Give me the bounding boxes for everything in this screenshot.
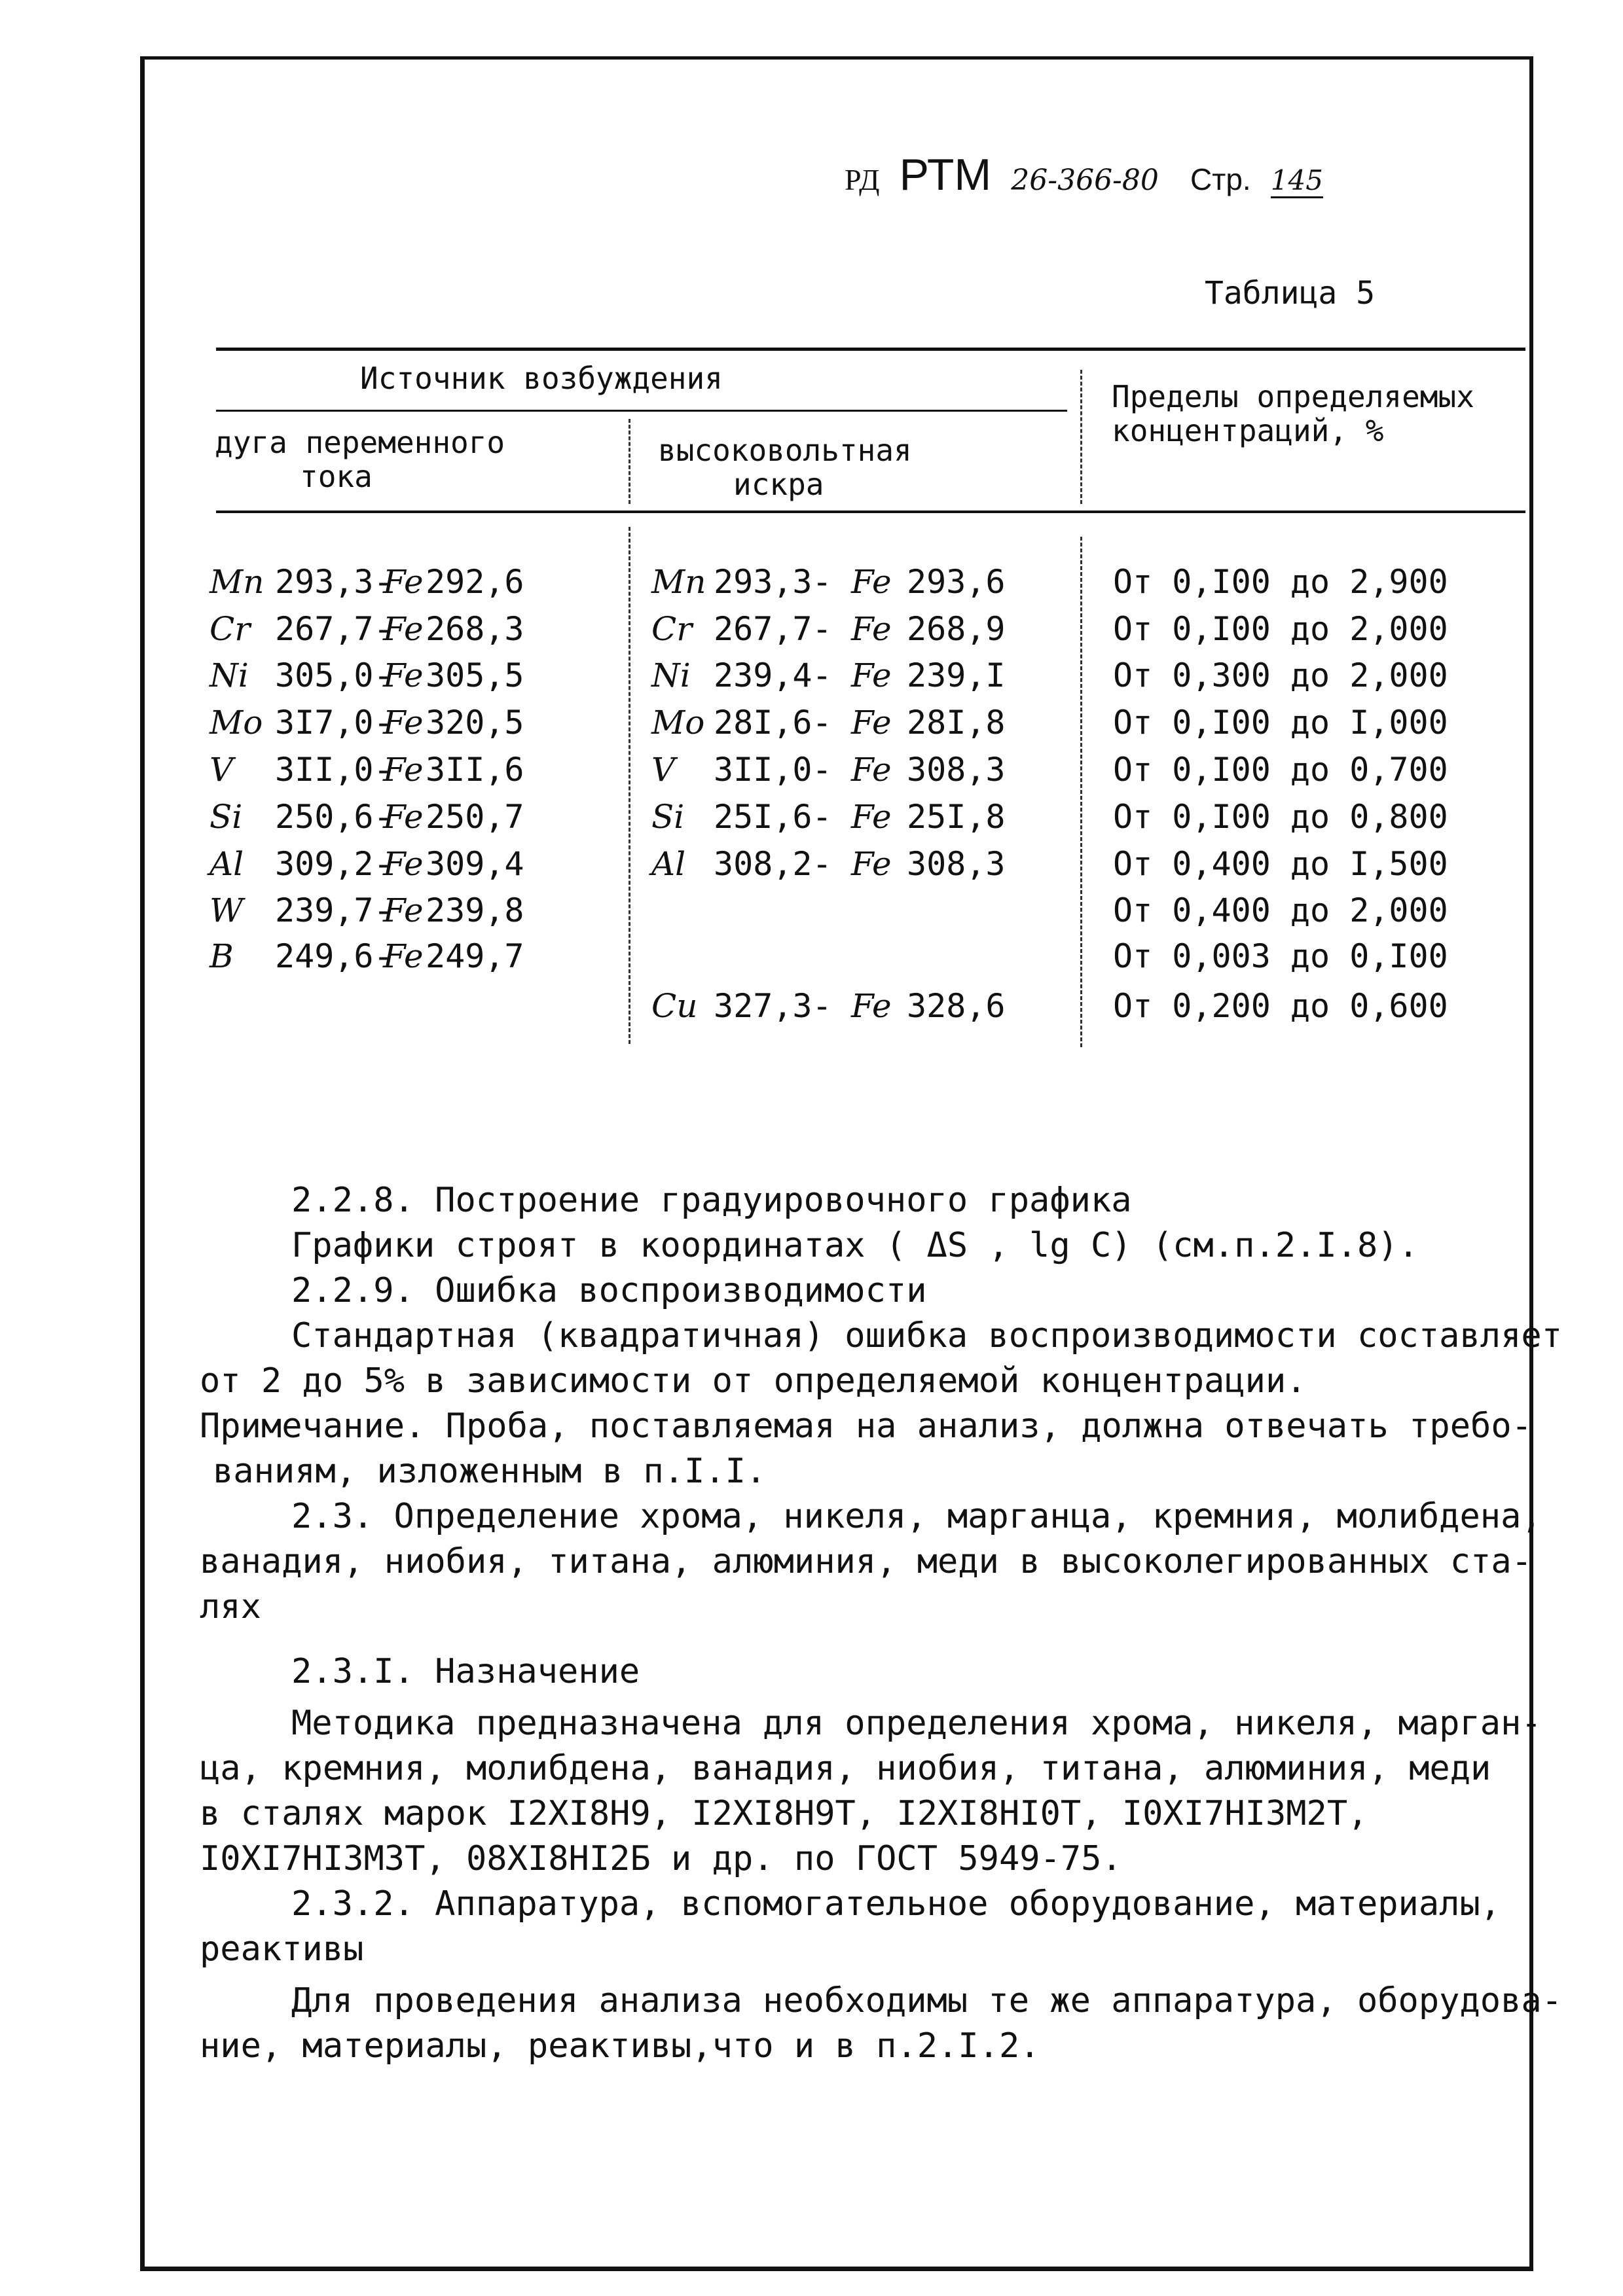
table-cell-ac-el: V [210,751,234,789]
table-cell-ac-line: 249,6- [275,937,393,975]
col-divider-1-body [629,527,630,1044]
table-cell-sp-line: 28I,6- [714,704,832,742]
table-cell-ac-ref: 239,8 [426,891,524,929]
table-cell-sp-line: 267,7- [714,610,832,648]
text-line: Методика предназначена для определения хрома, никеля, марган- [291,1704,1542,1743]
table-cell-ac-ref: 268,3 [426,610,524,648]
table-cell-range: От 0,400 до 2,000 [1113,891,1448,929]
table-cell-sp-fe: Fe [851,845,892,883]
table-cell-ac-ref: 292,6 [426,563,524,601]
col-header-spark: высоковольтная искра [658,433,912,502]
text-line: 2.2.9. Ошибка воспроизводимости [291,1271,927,1310]
table-cell-sp-line: 25I,6- [714,798,832,836]
text-line: лях [200,1587,261,1626]
col-divider-2 [1080,370,1082,504]
table-cell-ac-fe: Fe [383,656,424,694]
table-cell-ac-el: W [210,891,244,929]
table-cell-ac-ref: 309,4 [426,845,524,883]
table-caption: Таблица 5 [1205,275,1376,312]
table-cell-range: От 0,I00 до 0,800 [1113,798,1448,836]
table-cell-sp-el: Mn [651,563,706,601]
table-cell-ac-el: Ni [210,656,249,694]
section-text [200,1178,1563,2069]
table-cell-sp-ref: 239,I [907,656,1006,694]
table-cell-sp-el: Mo [651,704,705,742]
header-doc: РТМ [899,150,992,200]
header-prefix: РД [845,163,880,196]
table-cell-range: От 0,400 до I,500 [1113,845,1448,883]
text-line: I0XI7HI3M3T, 08XI8HI2Б и др. по ГОСТ 5949-75. [200,1839,1122,1878]
table-cell-sp-ref: 268,9 [907,610,1006,648]
table-cell-ac-line: 3II,0- [275,751,393,789]
table-cell-ac-el: Mo [210,704,263,742]
table-cell-ac-line: 305,0- [275,656,393,694]
table-cell-ac-line: 250,6- [275,798,393,836]
table-cell-ac-fe: Fe [383,563,424,601]
table-cell-range: От 0,200 до 0,600 [1113,987,1448,1025]
table-cell-range: От 0,I00 до 2,000 [1113,610,1448,648]
table-cell-ac-fe: Fe [383,845,424,883]
text-line: Для проведения анализа необходимы те же аппаратура, оборудова- [291,1981,1563,2020]
header-bottom-rule [216,511,1525,513]
table-cell-range: От 0,300 до 2,000 [1113,656,1448,694]
table-cell-sp-el: Al [651,845,686,883]
table-cell-range: От 0,I00 до 0,700 [1113,751,1448,789]
text-line: 2.3.2. Аппаратура, вспомогательное оборудование, материалы, [291,1884,1501,1924]
table-cell-sp-ref: 308,3 [907,751,1006,789]
table-cell-sp-fe: Fe [851,656,892,694]
text-line: 2.3.I. Назначение [291,1652,640,1691]
header-number: 26-366-80 [1011,164,1159,197]
col-header-range: Пределы определяемых концентраций, % [1112,379,1474,448]
text-line: Графики строят в координатах ( ΔS , lg C) (см.п.2.I.8). [291,1226,1419,1265]
text-line: ние, материалы, реактивы,что и в п.2.I.2. [200,2026,1040,2066]
text-line: в сталях марок I2XI8H9, I2XI8H9T, I2XI8HI0T, I0XI7HI3M2T, [200,1794,1368,1833]
text-line: от 2 до 5% в зависимости от определяемой концентрации. [200,1361,1307,1401]
table-cell-sp-line: 239,4- [714,656,832,694]
table-cell-ac-el: Si [210,798,243,836]
table-cell-sp-fe: Fe [851,610,892,648]
table-cell-sp-line: 327,3- [714,987,832,1025]
table-cell-ac-ref: 250,7 [426,798,524,836]
table-top-rule [216,348,1525,351]
table-cell-ac-el: Cr [210,610,251,648]
table-cell-sp-line: 3II,0- [714,751,832,789]
text-line: 2.3. Определение хрома, никеля, марганца, кремния, молибдена, [291,1497,1542,1536]
table-cell-ac-line: 267,7- [275,610,393,648]
col-divider-2-body [1080,537,1082,1047]
table-cell-ac-ref: 249,7 [426,937,524,975]
table-cell-sp-el: Si [651,798,685,836]
table-cell-ac-fe: Fe [383,610,424,648]
table-cell-ac-ref: 3II,6 [426,751,524,789]
text-line: ванадия, ниобия, титана, алюминия, меди в высоколегированных ста- [200,1542,1532,1581]
table-cell-sp-fe: Fe [851,751,892,789]
table-cell-sp-ref: 293,6 [907,563,1006,601]
table-cell-sp-el: Cu [651,987,698,1025]
table-cell-ac-line: 309,2- [275,845,393,883]
table-cell-ac-line: 3I7,0- [275,704,393,742]
header-page-label: Стр. [1190,162,1251,196]
table-cell-ac-line: 239,7- [275,891,393,929]
col-header-ac: дуга переменного тока [215,425,505,494]
table-cell-ac-ref: 320,5 [426,704,524,742]
table-cell-ac-line: 293,3- [275,563,393,601]
table-cell-range: От 0,003 до 0,I00 [1113,937,1448,975]
text-line: Стандартная (квадратичная) ошибка воспроизводимости составляет [291,1316,1563,1355]
table-cell-sp-fe: Fe [851,987,892,1025]
document-header [845,149,1323,200]
table-cell-sp-fe: Fe [851,704,892,742]
table-cell-sp-fe: Fe [851,798,892,836]
table-cell-ac-el: Al [210,845,244,883]
text-line: реактивы [200,1929,364,1969]
table-cell-sp-line: 293,3- [714,563,832,601]
text-line: 2.2.8. Построение градуировочного графика [291,1181,1132,1220]
table-cell-sp-ref: 328,6 [907,987,1006,1025]
table-cell-sp-ref: 308,3 [907,845,1006,883]
table-cell-ac-fe: Fe [383,891,424,929]
text-line: ваниям, изложенным в п.I.I. [213,1452,767,1491]
table-cell-sp-el: V [651,751,676,789]
text-line: Примечание. Проба, поставляемая на анализ, должна отвечать требо- [200,1407,1532,1446]
table-cell-sp-line: 308,2- [714,845,832,883]
table-cell-sp-ref: 25I,8 [907,798,1006,836]
table-cell-ac-fe: Fe [383,798,424,836]
group-header: Источник возбуждения [360,361,723,396]
table-cell-ac-fe: Fe [383,704,424,742]
text-line: ца, кремния, молибдена, ванадия, ниобия, титана, алюминия, меди [200,1749,1491,1788]
col-divider-1 [629,419,630,504]
table-cell-ac-ref: 305,5 [426,656,524,694]
table-cell-ac-fe: Fe [383,751,424,789]
group-rule [216,410,1067,412]
table-cell-sp-fe: Fe [851,563,892,601]
table-cell-range: От 0,I00 до I,000 [1113,704,1448,742]
table-cell-range: От 0,I00 до 2,900 [1113,563,1448,601]
table-cell-sp-el: Cr [651,610,693,648]
table-cell-sp-el: Ni [651,656,691,694]
table-cell-ac-el: Mn [210,563,264,601]
header-page-number: 145 [1271,164,1323,198]
table-cell-ac-fe: Fe [383,937,424,975]
table-cell-sp-ref: 28I,8 [907,704,1006,742]
table-cell-ac-el: B [210,937,234,975]
